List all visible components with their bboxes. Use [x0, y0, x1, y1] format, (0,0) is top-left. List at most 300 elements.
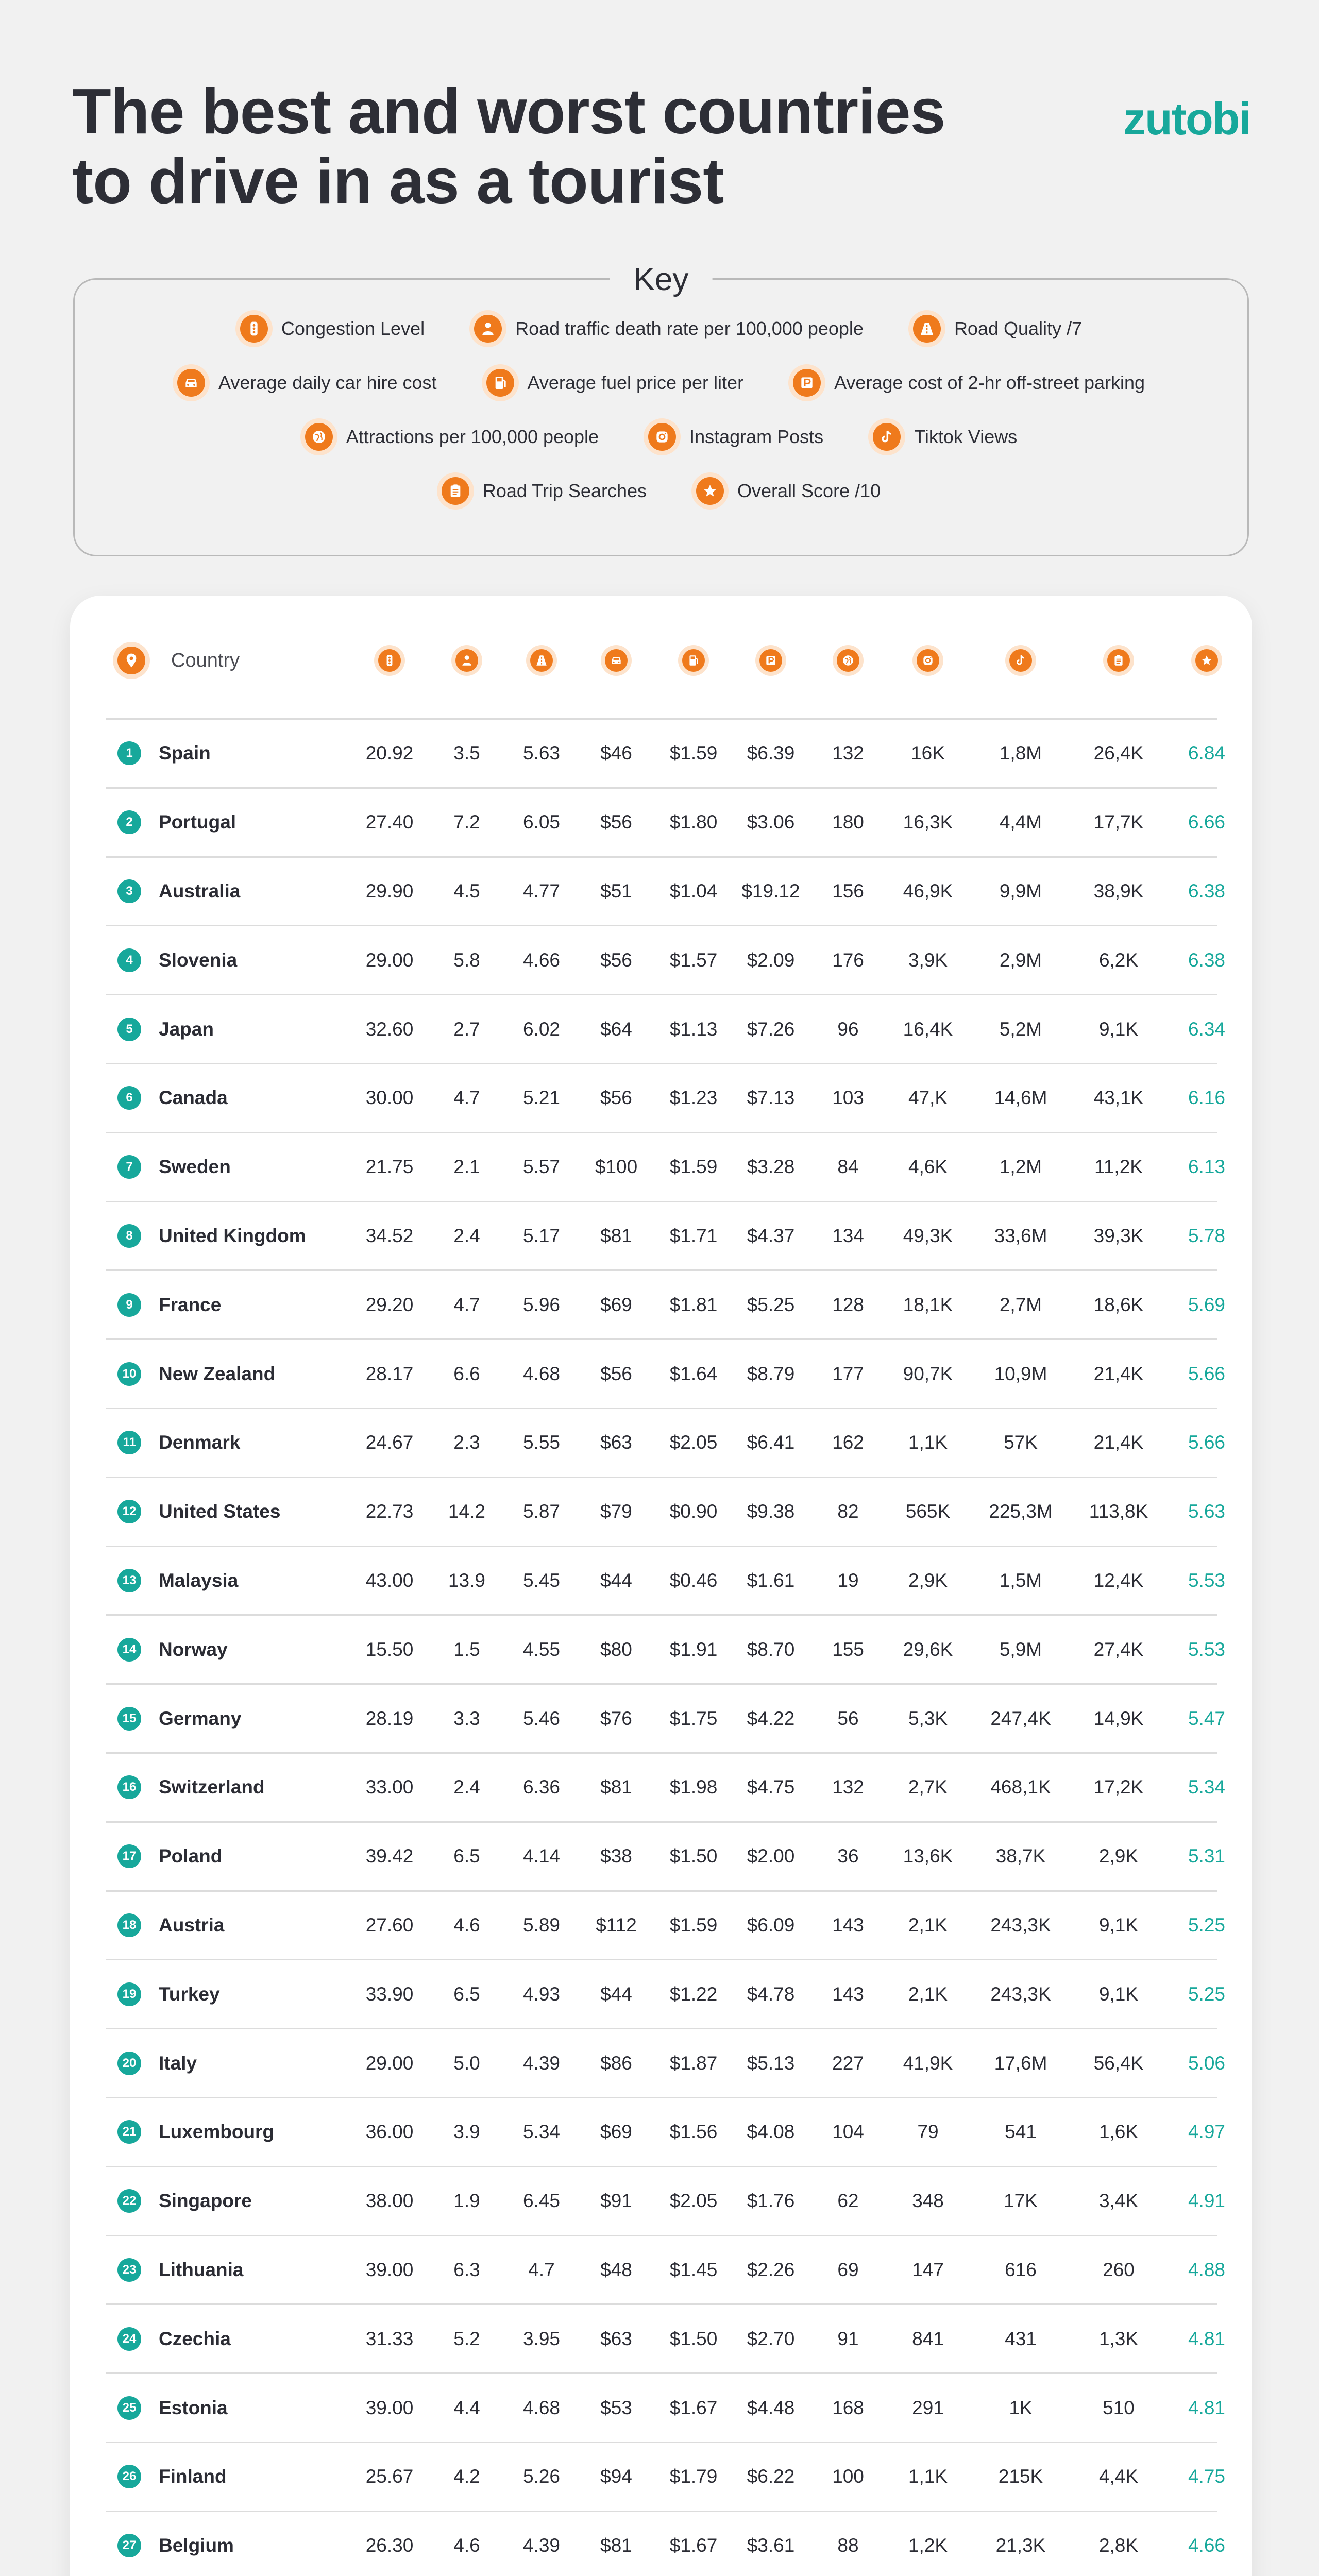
country-name: France [159, 1294, 222, 1315]
parking-value: $5.13 [747, 2052, 795, 2074]
country-cell [159, 858, 375, 925]
country-name: Canada [159, 1087, 228, 1109]
rank-badge: 15 [117, 1707, 141, 1731]
congestion-value: 39.00 [365, 2397, 414, 2418]
tiktok-value: 33,6M [994, 1225, 1047, 1246]
overall-score-value: 5.25 [1188, 1914, 1225, 1936]
rank-badge: 25 [117, 2396, 141, 2420]
header-road-trip [1083, 632, 1155, 689]
parking-value: $6.22 [747, 2466, 795, 2487]
car-icon [177, 369, 205, 397]
country-cell [159, 1340, 375, 1408]
attractions-value: 96 [837, 1018, 859, 1040]
country-name: Sweden [159, 1156, 231, 1178]
fuel-value: $1.56 [669, 2121, 718, 2143]
instagram-value: 49,3K [903, 1225, 953, 1246]
table-row [106, 1269, 1225, 1338]
attractions-value: 162 [832, 1432, 864, 1453]
road-trip-value: 6,2K [1098, 949, 1139, 971]
country-cell [159, 1133, 375, 1201]
person-icon [474, 315, 502, 343]
rank-badge: 27 [117, 2534, 141, 2557]
ranking-table [70, 596, 1252, 2576]
road-trip-value: 38,9K [1093, 880, 1144, 902]
rank-badge: 10 [117, 1362, 141, 1386]
death-rate-value: 4.5 [453, 880, 480, 902]
country-cell [159, 2443, 375, 2511]
overall-score-value: 5.47 [1188, 1707, 1225, 1729]
road-trip-value: 3,4K [1098, 2190, 1139, 2212]
tiktok-value: 4,4M [999, 811, 1042, 833]
death-rate-value: 5.8 [453, 949, 480, 971]
instagram-icon [648, 423, 676, 451]
attractions-value: 132 [832, 1776, 864, 1798]
instagram-value: 2,9K [908, 1569, 948, 1591]
parking-value: $4.08 [747, 2121, 795, 2143]
country-name: Austria [159, 1914, 225, 1936]
attractions-value: 227 [832, 2052, 864, 2074]
congestion-value: 29.00 [365, 2052, 414, 2074]
road-trip-value: 2,8K [1098, 2535, 1139, 2556]
parking-value: $9.38 [747, 1501, 795, 1522]
instagram-value: 41,9K [903, 2052, 953, 2074]
road-quality-value: 4.93 [522, 1983, 560, 2005]
fuel-pump-icon [682, 649, 705, 672]
congestion-value: 26.30 [365, 2535, 414, 2556]
road-quality-value: 6.36 [522, 1776, 560, 1798]
instagram-value: 79 [917, 2121, 939, 2143]
attractions-value: 134 [832, 1225, 864, 1246]
key-item-death-rate [474, 315, 864, 343]
car-hire-value: $46 [600, 742, 632, 764]
car-hire-value: $56 [600, 1363, 632, 1384]
attractions-value: 104 [832, 2121, 864, 2143]
road-quality-value: 4.66 [522, 949, 560, 971]
car-hire-value: $56 [600, 811, 632, 833]
header-tiktok [985, 632, 1057, 689]
instagram-value: 4,6K [908, 1156, 948, 1178]
rank-badge: 14 [117, 1638, 141, 1662]
death-rate-value: 1.5 [453, 1638, 480, 1660]
car-hire-value: $91 [600, 2190, 632, 2212]
parking-value: $7.13 [747, 1087, 795, 1109]
fuel-value: $1.50 [669, 1845, 718, 1867]
key-row-4 [75, 477, 1247, 505]
header-death-rate [431, 632, 503, 689]
car-hire-value: $44 [600, 1983, 632, 2005]
overall-score-value: 6.66 [1188, 811, 1225, 833]
fuel-value: $0.90 [669, 1501, 718, 1522]
rank-badge: 19 [117, 1982, 141, 2006]
overall-score-value: 5.63 [1188, 1501, 1225, 1522]
country-cell [159, 1064, 375, 1132]
car-hire-value: $63 [600, 1432, 632, 1453]
header-country-label: Country [171, 649, 240, 671]
road-quality-value: 5.87 [522, 1501, 560, 1522]
congestion-value: 34.52 [365, 1225, 414, 1246]
fuel-value: $1.13 [669, 1018, 718, 1040]
country-name: Germany [159, 1707, 242, 1729]
death-rate-value: 1.9 [453, 2190, 480, 2212]
fuel-value: $1.23 [669, 1087, 718, 1109]
country-cell [159, 2029, 375, 2097]
road-trip-value: 14,9K [1093, 1707, 1144, 1729]
parking-value: $3.61 [747, 2535, 795, 2556]
country-name: Spain [159, 742, 211, 764]
country-cell [159, 1823, 375, 1890]
rank-cell [117, 2029, 159, 2097]
rank-badge: 4 [117, 948, 141, 972]
table-row [106, 2097, 1225, 2166]
death-rate-value: 2.4 [453, 1776, 480, 1798]
table-row [106, 2511, 1225, 2576]
country-cell [159, 2374, 375, 2442]
key-legend [73, 262, 1249, 556]
car-hire-value: $69 [600, 2121, 632, 2143]
table-header [70, 632, 1252, 689]
overall-score-value: 6.34 [1188, 1018, 1225, 1040]
car-hire-value: $53 [600, 2397, 632, 2418]
person-icon [455, 649, 478, 672]
tiktok-value: 1K [1009, 2397, 1033, 2418]
header-country [171, 632, 240, 689]
overall-score-value: 4.75 [1188, 2466, 1225, 2487]
road-quality-value: 5.89 [522, 1914, 560, 1936]
overall-score-value: 4.81 [1188, 2397, 1225, 2418]
congestion-value: 36.00 [365, 2121, 414, 2143]
rank-cell [117, 995, 159, 1063]
overall-score-value: 4.88 [1188, 2259, 1225, 2280]
key-label-tiktok: Tiktok Views [914, 426, 1018, 447]
attractions-value: 88 [837, 2535, 859, 2556]
rank-cell [117, 1547, 159, 1615]
country-cell [159, 1754, 375, 1821]
instagram-value: 348 [912, 2190, 944, 2212]
parking-value: $8.79 [747, 1363, 795, 1384]
key-label-road-quality: Road Quality /7 [954, 318, 1083, 339]
country-name: Australia [159, 880, 241, 902]
key-label-road-trip: Road Trip Searches [482, 480, 647, 501]
tiktok-value: 247,4K [990, 1707, 1051, 1729]
death-rate-value: 4.2 [453, 2466, 480, 2487]
tiktok-icon [873, 423, 901, 451]
rank-cell [117, 1754, 159, 1821]
tiktok-value: 225,3M [989, 1501, 1053, 1522]
tiktok-icon [1009, 649, 1032, 672]
fuel-value: $0.46 [669, 1569, 718, 1591]
table-row [106, 994, 1225, 1063]
attractions-value: 84 [837, 1156, 859, 1178]
rank-cell [117, 789, 159, 856]
country-name: Singapore [159, 2190, 252, 2212]
country-name: Czechia [159, 2328, 231, 2349]
header-congestion [353, 632, 426, 689]
table-row [106, 856, 1225, 925]
rank-badge: 7 [117, 1155, 141, 1179]
instagram-icon [917, 649, 939, 672]
country-name: Lithuania [159, 2259, 244, 2280]
attractions-value: 143 [832, 1983, 864, 2005]
car-hire-value: $48 [600, 2259, 632, 2280]
death-rate-value: 4.7 [453, 1294, 480, 1315]
death-rate-value: 2.1 [453, 1156, 480, 1178]
congestion-value: 25.67 [365, 2466, 414, 2487]
attractions-value: 62 [837, 2190, 859, 2212]
table-row [106, 1338, 1225, 1408]
rank-cell [117, 2374, 159, 2442]
table-row [106, 1201, 1225, 1270]
rank-badge: 17 [117, 1844, 141, 1868]
instagram-value: 16,4K [903, 1018, 953, 1040]
parking-icon [759, 649, 782, 672]
road-quality-value: 4.39 [522, 2535, 560, 2556]
country-cell [159, 1685, 375, 1752]
clipboard-icon [1107, 649, 1130, 672]
key-item-attractions [305, 423, 599, 451]
road-trip-value: 9,1K [1098, 1018, 1139, 1040]
tiktok-value: 17,6M [994, 2052, 1047, 2074]
key-label-car-hire: Average daily car hire cost [218, 372, 437, 393]
road-trip-value: 18,6K [1093, 1294, 1144, 1315]
tiktok-value: 14,6M [994, 1087, 1047, 1109]
parking-value: $1.76 [747, 2190, 795, 2212]
brand-logo: zutobi [1123, 93, 1251, 144]
country-cell [159, 2098, 375, 2166]
road-trip-value: 11,2K [1094, 1156, 1143, 1178]
overall-score-value: 5.25 [1188, 1983, 1225, 2005]
key-item-fuel [486, 369, 744, 397]
congestion-value: 32.60 [365, 1018, 414, 1040]
traffic-light-icon [378, 649, 401, 672]
fuel-value: $1.91 [669, 1638, 718, 1660]
key-label-death-rate: Road traffic death rate per 100,000 people [515, 318, 864, 339]
country-cell [159, 1547, 375, 1615]
attractions-value: 180 [832, 811, 864, 833]
instagram-value: 2,1K [908, 1983, 948, 2005]
key-row-3 [75, 423, 1247, 451]
star-icon [1195, 649, 1218, 672]
rank-badge: 6 [117, 1086, 141, 1110]
road-trip-value: 1,6K [1098, 2121, 1139, 2143]
overall-score-value: 5.78 [1188, 1225, 1225, 1246]
road-quality-value: 4.55 [522, 1638, 560, 1660]
traffic-light-icon [240, 315, 268, 343]
overall-score-value: 6.84 [1188, 742, 1225, 764]
tiktok-value: 17K [1004, 2190, 1038, 2212]
rank-cell [117, 1478, 159, 1546]
fuel-value: $1.98 [669, 1776, 718, 1798]
instagram-value: 2,7K [908, 1776, 948, 1798]
rank-cell [117, 2167, 159, 2235]
overall-score-value: 6.38 [1188, 949, 1225, 971]
death-rate-value: 7.2 [453, 811, 480, 833]
car-hire-value: $80 [600, 1638, 632, 1660]
parking-value: $3.28 [747, 1156, 795, 1178]
tiktok-value: 10,9M [994, 1363, 1047, 1384]
road-quality-value: 4.14 [522, 1845, 560, 1867]
instagram-value: 841 [912, 2328, 944, 2349]
table-row [106, 2372, 1225, 2442]
car-hire-value: $94 [600, 2466, 632, 2487]
road-icon [530, 649, 553, 672]
table-row [106, 2166, 1225, 2235]
header-parking [735, 632, 807, 689]
country-name: Malaysia [159, 1569, 239, 1591]
congestion-value: 33.90 [365, 1983, 414, 2005]
instagram-value: 47,K [908, 1087, 948, 1109]
congestion-value: 39.42 [365, 1845, 414, 1867]
death-rate-value: 3.5 [453, 742, 480, 764]
country-cell [159, 1892, 375, 1959]
attractions-value: 100 [832, 2466, 864, 2487]
death-rate-value: 6.5 [453, 1845, 480, 1867]
country-name: New Zealand [159, 1363, 276, 1384]
rank-badge: 13 [117, 1569, 141, 1592]
rank-cell [117, 2236, 159, 2304]
road-trip-value: 26,4K [1093, 742, 1144, 764]
tiktok-value: 215K [998, 2466, 1043, 2487]
parking-value: $6.41 [747, 1432, 795, 1453]
tiktok-value: 616 [1005, 2259, 1037, 2280]
rank-cell [117, 1685, 159, 1752]
header-road-quality [505, 632, 578, 689]
country-cell [159, 2305, 375, 2372]
country-cell [159, 2236, 375, 2304]
globe-icon [837, 649, 859, 672]
instagram-value: 18,1K [903, 1294, 953, 1315]
country-cell [159, 1478, 375, 1546]
country-name: Slovenia [159, 949, 238, 971]
rank-badge: 22 [117, 2189, 141, 2213]
country-name: United States [159, 1501, 281, 1522]
instagram-value: 16K [911, 742, 945, 764]
car-hire-value: $69 [600, 1294, 632, 1315]
parking-value: $1.61 [747, 1569, 795, 1591]
attractions-value: 176 [832, 949, 864, 971]
location-pin-icon [117, 647, 145, 674]
attractions-value: 177 [832, 1363, 864, 1384]
rank-badge: 8 [117, 1224, 141, 1248]
key-label-overall: Overall Score /10 [737, 480, 881, 501]
road-trip-value: 27,4K [1093, 1638, 1144, 1660]
country-name: Luxembourg [159, 2121, 275, 2143]
rank-cell [117, 1133, 159, 1201]
rank-badge: 24 [117, 2327, 141, 2351]
congestion-value: 30.00 [365, 1087, 414, 1109]
header-overall [1171, 632, 1243, 689]
title-line-2: to drive in as a tourist [72, 146, 724, 217]
rank-cell [117, 2098, 159, 2166]
tiktok-value: 38,7K [995, 1845, 1046, 1867]
car-hire-value: $51 [600, 880, 632, 902]
rank-cell [117, 2443, 159, 2511]
fuel-value: $1.22 [669, 1983, 718, 2005]
attractions-value: 36 [837, 1845, 859, 1867]
parking-icon [793, 369, 821, 397]
rank-cell [117, 1271, 159, 1338]
fuel-value: $1.59 [669, 1156, 718, 1178]
fuel-value: $1.50 [669, 2328, 718, 2349]
car-hire-value: $79 [600, 1501, 632, 1522]
congestion-value: 31.33 [365, 2328, 414, 2349]
tiktok-value: 57K [1004, 1432, 1038, 1453]
table-row [106, 1132, 1225, 1201]
key-item-congestion [240, 315, 425, 343]
rank-cell [117, 1202, 159, 1270]
overall-score-value: 6.16 [1188, 1087, 1225, 1109]
death-rate-value: 6.6 [453, 1363, 480, 1384]
road-quality-value: 5.63 [522, 742, 560, 764]
attractions-value: 155 [832, 1638, 864, 1660]
country-name: Belgium [159, 2535, 234, 2556]
country-cell [159, 720, 375, 787]
attractions-value: 156 [832, 880, 864, 902]
rank-cell [117, 1616, 159, 1683]
country-name: Switzerland [159, 1776, 265, 1798]
death-rate-value: 3.3 [453, 1707, 480, 1729]
congestion-value: 39.00 [365, 2259, 414, 2280]
key-item-road-trip [442, 477, 647, 505]
road-trip-value: 56,4K [1093, 2052, 1144, 2074]
rank-badge: 11 [117, 1431, 141, 1454]
instagram-value: 3,9K [908, 949, 948, 971]
country-name: Italy [159, 2052, 197, 2074]
road-trip-value: 21,4K [1093, 1363, 1144, 1384]
parking-value: $2.70 [747, 2328, 795, 2349]
table-row [106, 1477, 1225, 1546]
overall-score-value: 5.53 [1188, 1638, 1225, 1660]
parking-value: $19.12 [741, 880, 800, 902]
road-trip-value: 9,1K [1098, 1914, 1139, 1936]
death-rate-value: 6.3 [453, 2259, 480, 2280]
overall-score-value: 5.53 [1188, 1569, 1225, 1591]
table-row [106, 787, 1225, 856]
key-label-fuel: Average fuel price per liter [527, 372, 744, 393]
country-name: Finland [159, 2466, 227, 2487]
instagram-value: 29,6K [903, 1638, 953, 1660]
parking-value: $6.09 [747, 1914, 795, 1936]
rank-cell [117, 2512, 159, 2576]
country-cell [159, 1960, 375, 2028]
death-rate-value: 5.2 [453, 2328, 480, 2349]
key-label-congestion: Congestion Level [281, 318, 425, 339]
congestion-value: 29.00 [365, 949, 414, 971]
table-row [106, 1063, 1225, 1132]
rank-badge: 2 [117, 810, 141, 834]
table-row [106, 1683, 1225, 1752]
congestion-value: 27.60 [365, 1914, 414, 1936]
country-cell [159, 789, 375, 856]
attractions-value: 128 [832, 1294, 864, 1315]
attractions-value: 132 [832, 742, 864, 764]
table-row [106, 1890, 1225, 1959]
road-trip-value: 21,4K [1093, 1432, 1144, 1453]
header-car-hire [580, 632, 652, 689]
death-rate-value: 2.4 [453, 1225, 480, 1246]
fuel-value: $1.64 [669, 1363, 718, 1384]
key-row-2 [75, 369, 1247, 397]
rank-badge: 18 [117, 1913, 141, 1937]
key-item-car-hire [177, 369, 437, 397]
rank-cell [117, 1892, 159, 1959]
country-cell [159, 1271, 375, 1338]
road-quality-value: 4.39 [522, 2052, 560, 2074]
fuel-value: $2.05 [669, 2190, 718, 2212]
parking-value: $4.75 [747, 1776, 795, 1798]
parking-value: $4.37 [747, 1225, 795, 1246]
table-row [106, 718, 1225, 787]
instagram-value: 1,2K [908, 2535, 948, 2556]
